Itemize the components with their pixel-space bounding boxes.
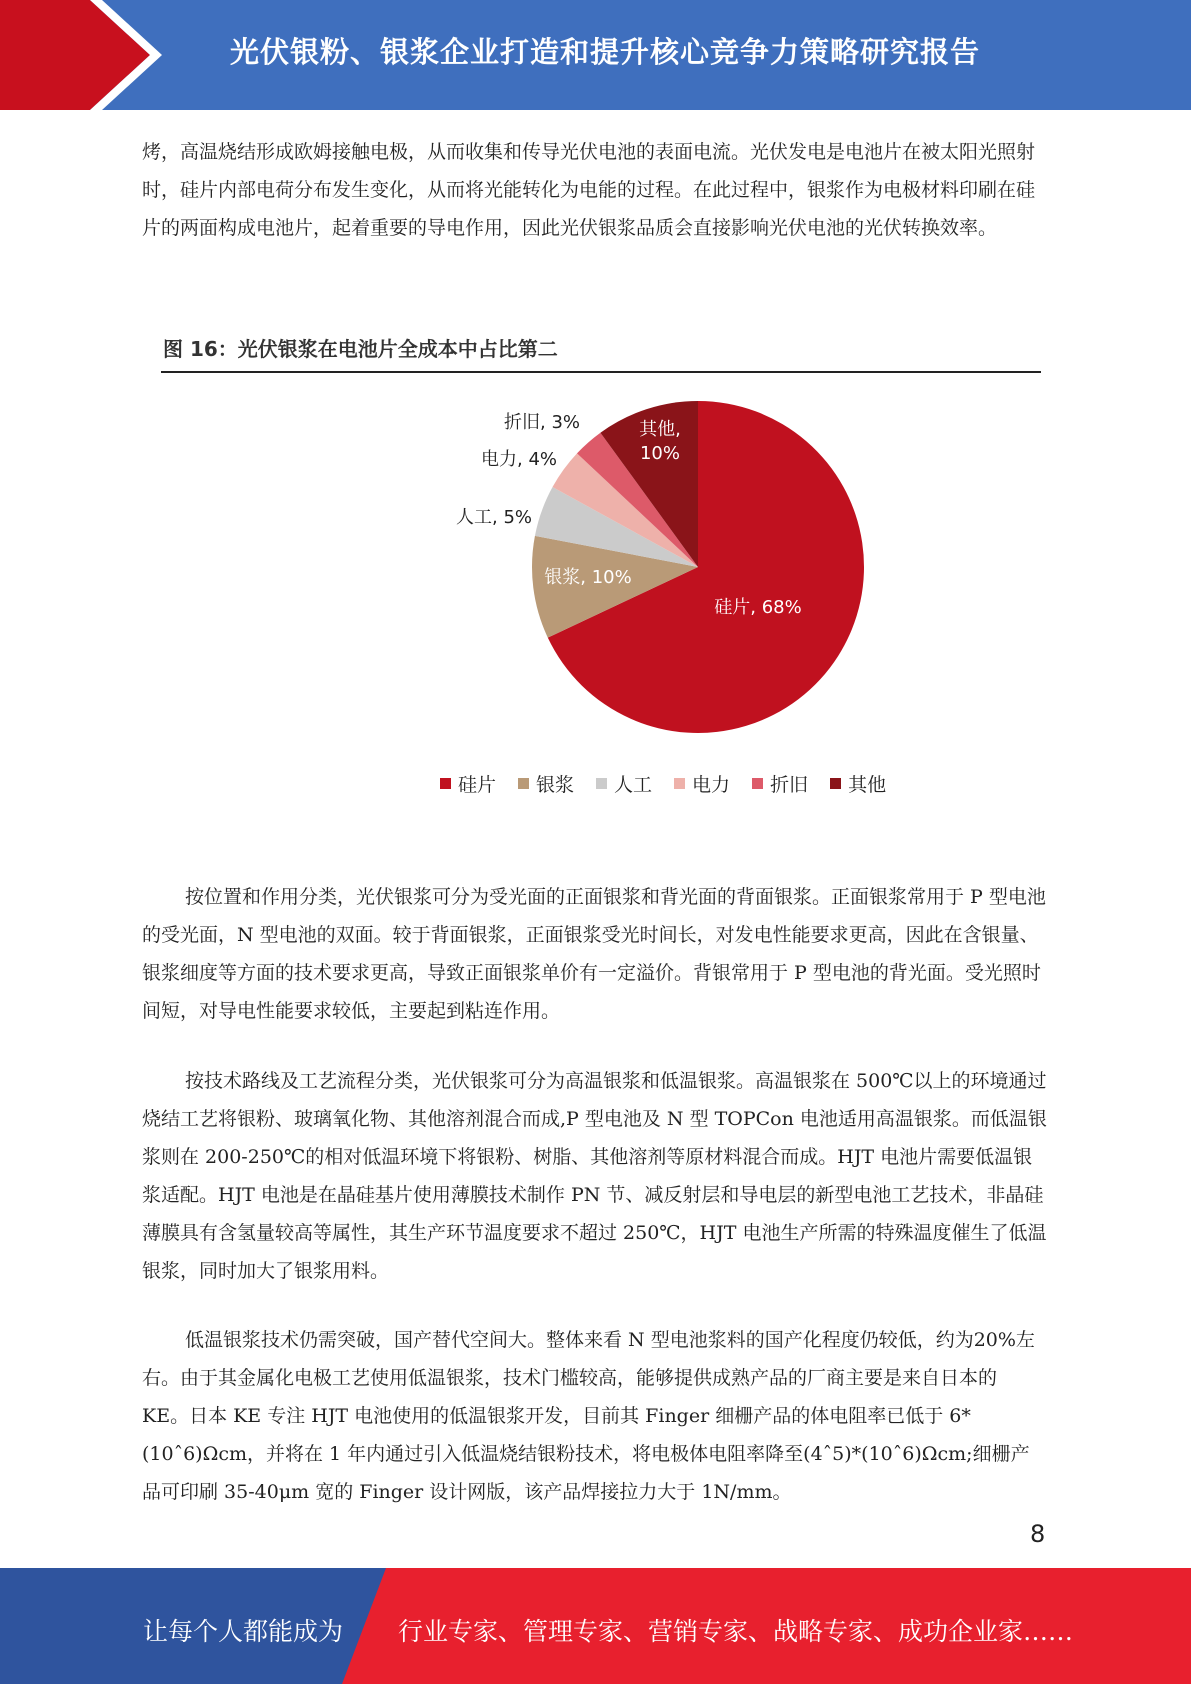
legend-label-2: 人工 bbox=[614, 774, 653, 796]
legend-swatch-0 bbox=[440, 778, 451, 789]
figure-title-rule bbox=[161, 371, 1041, 373]
cost-share-pie-chart bbox=[420, 395, 880, 755]
footer-slogan-left: 让每个人都能成为 bbox=[143, 1617, 344, 1646]
page-header bbox=[0, 0, 1191, 110]
pie-label-5: 其他, 10% bbox=[639, 419, 681, 464]
paragraph-3: 按技术路线及工艺流程分类，光伏银浆可分为高温银浆和低温银浆。高温银浆在 500℃以上的环境通过烧结工艺将银粉、玻璃氧化物、其他溶剂混合而成,P 型电池及 N 型 TOPCon 电池适用高温银浆。而低温银浆则在 200-250℃的相对低温环境下将银粉、树脂、其他溶剂等原材料混合而成。HJT 电池片需要低温银浆适配。HJT 电池是在晶硅基片使用薄膜技术制作 PN 节、减反射层和导电层的新型电池工艺技术，非晶硅薄膜具有含氢量较高等属性，其生产环节温度要求不超过 250℃，HJT 电池生产所需的特殊温度催生了低温银浆，同时加大了银浆用料。 bbox=[142, 1070, 1047, 1282]
legend-label-1: 银浆 bbox=[536, 774, 575, 796]
pie-label-3: 电力, 4% bbox=[481, 449, 557, 470]
footer-slogan-right: 行业专家、管理专家、营销专家、战略专家、成功企业家…… bbox=[398, 1617, 1074, 1646]
legend-swatch-3 bbox=[674, 778, 685, 789]
legend-item-0 bbox=[440, 770, 496, 797]
paragraph-4: 低温银浆技术仍需突破，国产替代空间大。整体来看 N 型电池浆料的国产化程度仍较低，约为20%左右。由于其金属化电极工艺使用低温银浆，技术门槛较高，能够提供成熟产品的厂商主要是来自日本的 KE。日本 KE 专注 HJT 电池使用的低温银浆开发，目前其 Finger 细栅产品的体电阻率已低于 6*(10ˆ6)Ωcm，并将在 1 年内通过引入低温烧结银粉技术，将电极体电阻率降至(4ˆ5)*(10ˆ6)Ωcm;细栅产品可印刷 35-40μm 宽的 Finger 设计网版，该产品焊接拉力大于 1N/mm。 bbox=[142, 1329, 1035, 1503]
pie-label-4: 折旧, 3% bbox=[504, 412, 580, 433]
report-title: 光伏银粉、银浆企业打造和提升核心竞争力策略研究报告 bbox=[230, 35, 981, 69]
legend-item-4 bbox=[752, 770, 808, 797]
legend-label-4: 折旧 bbox=[770, 774, 809, 796]
legend-swatch-1 bbox=[518, 778, 529, 789]
legend-item-2 bbox=[596, 770, 652, 797]
legend-item-5 bbox=[830, 770, 886, 797]
page-footer bbox=[0, 1568, 1191, 1684]
figure-title: 图 16：光伏银浆在电池片全成本中占比第二 bbox=[163, 337, 558, 361]
page-number: 8 bbox=[1030, 1520, 1046, 1548]
paragraph-1: 烤，高温烧结形成欧姆接触电极，从而收集和传导光伏电池的表面电流。光伏发电是电池片在被太阳光照射时，硅片内部电荷分布发生变化，从而将光能转化为电能的过程。在此过程中，银浆作为电极材料印刷在硅片的两面构成电池片，起着重要的导电作用，因此光伏银浆品质会直接影响光伏电池的光伏转换效率。 bbox=[142, 141, 1036, 239]
legend-label-5: 其他 bbox=[848, 774, 887, 796]
legend-item-3 bbox=[674, 770, 730, 797]
legend-swatch-2 bbox=[596, 778, 607, 789]
legend-label-0: 硅片 bbox=[458, 774, 497, 796]
chart-legend bbox=[440, 770, 920, 797]
legend-item-1 bbox=[518, 770, 574, 797]
pie-label-1: 银浆, 10% bbox=[544, 567, 632, 588]
legend-swatch-4 bbox=[752, 778, 763, 789]
pie-label-0: 硅片, 68% bbox=[714, 597, 802, 618]
legend-swatch-5 bbox=[830, 778, 841, 789]
pie-label-2: 人工, 5% bbox=[456, 507, 532, 528]
legend-label-3: 电力 bbox=[692, 774, 731, 796]
paragraph-2: 按位置和作用分类，光伏银浆可分为受光面的正面银浆和背光面的背面银浆。正面银浆常用于 P 型电池的受光面，N 型电池的双面。较于背面银浆，正面银浆受光时间长，对发电性能要求更高，因此在含银量、银浆细度等方面的技术要求更高，导致正面银浆单价有一定溢价。背银常用于 P 型电池的背光面。受光照时间短，对导电性能要求较低，主要起到粘连作用。 bbox=[142, 886, 1046, 1022]
